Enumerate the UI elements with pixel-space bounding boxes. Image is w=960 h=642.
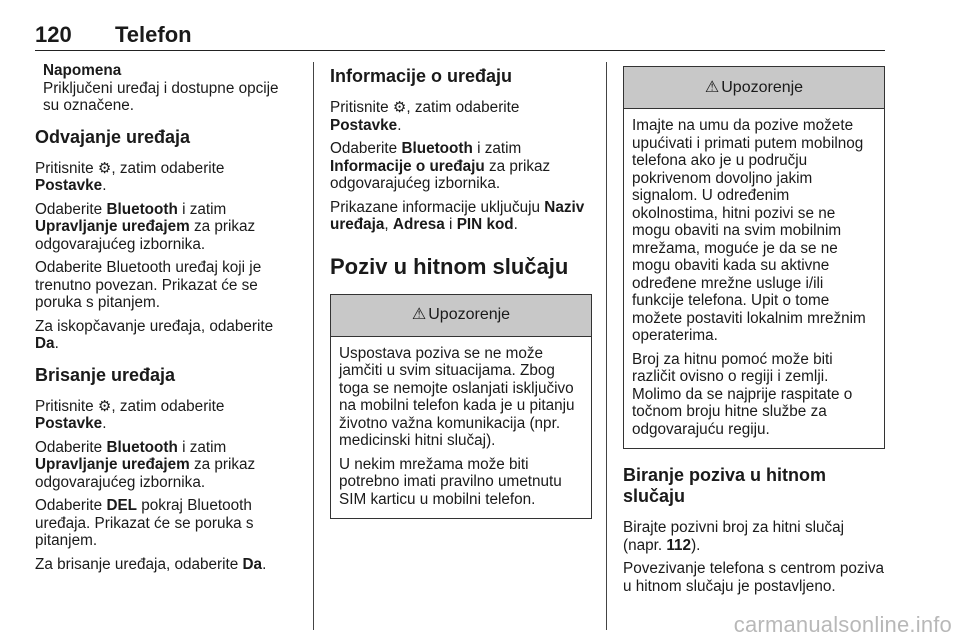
settings-gear-icon: ⚙ [392, 99, 407, 116]
column-divider [313, 62, 314, 630]
heading-emergency: Poziv u hitnom slučaju [330, 253, 569, 279]
menu-term: Adresa [392, 216, 445, 233]
paragraph: Povezivanje telefona s centrom poziva u hitnom slučaju je postavljeno. [623, 560, 885, 595]
note-title: Napomena [43, 62, 122, 79]
paragraph: Prikazane informacije uključuju Naziv uređaja, Adresa i PIN kod. [330, 198, 585, 233]
warning-body [624, 109, 884, 448]
warning-header [331, 295, 591, 337]
paragraph: Pritisnite ⚙, zatim odaberite Postavke. [35, 159, 225, 194]
column-divider [606, 62, 607, 630]
menu-term: Da [35, 335, 55, 352]
paragraph: Pritisnite ⚙, zatim odaberite Postavke. [35, 397, 225, 432]
heading-disconnect: Odvajanje uređaja [35, 126, 191, 147]
header-rule [35, 50, 885, 51]
menu-term: Postavke [35, 415, 103, 432]
paragraph: Za brisanje uređaja, odaberite Da. [35, 555, 267, 573]
menu-term: Bluetooth [401, 140, 473, 157]
menu-term: Informacije o uređaju [330, 157, 485, 175]
menu-term: Postavke [330, 116, 398, 134]
paragraph: Broj za hitnu pomoć može biti različit ovisno o regiji i zemlji. Molimo da se najprije raspitate o točnom broju hitne službe za odgovarajuću regiju. [632, 350, 853, 438]
paragraph: Uspostava poziva se ne može jamčiti u svim situacijama. Zbog toga se nemojte oslanjati isključivo na mobilni telefon kada je u pitanju životno važna komunikacija (npr. medicinski hitni slučaj). [339, 344, 575, 449]
warning-triangle-icon: ⚠ [704, 78, 720, 96]
warning-box [330, 294, 592, 520]
paragraph: Odaberite Bluetooth i zatim Upravljanje uređajem za prikaz odgovarajućeg izbornika. [35, 438, 256, 491]
warning-title: Upozorenje [428, 306, 511, 324]
column-1 [35, 62, 297, 579]
menu-term: PIN kod [456, 216, 514, 233]
warning-triangle-icon: ⚠ [411, 306, 427, 324]
settings-gear-icon: ⚙ [97, 397, 112, 415]
warning-title: Upozorenje [721, 78, 804, 96]
paragraph: Birajte pozivni broj za hitni slučaj (napr. 112). [623, 519, 845, 554]
warning-header [624, 67, 884, 109]
menu-term: Upravljanje uređajem [35, 218, 190, 235]
paragraph: Pritisnite ⚙, zatim odaberite Postavke. [330, 99, 520, 134]
warning-box [623, 66, 885, 449]
heading-info: Informacije o uređaju [330, 66, 513, 86]
settings-gear-icon: ⚙ [97, 159, 112, 177]
paragraph: Odaberite Bluetooth i zatim Informacije o uređaju za prikaz odgovarajućeg izbornika. [330, 140, 551, 192]
menu-term: Bluetooth [106, 438, 178, 456]
column-2 [330, 62, 592, 527]
menu-term: Upravljanje uređajem [35, 456, 190, 473]
heading-delete: Brisanje uređaja [35, 364, 176, 385]
paragraph: Imajte na umu da pozive možete upućivati i primati putem mobilnog telefona ako je u području pokrivenom dovoljno jakim signalom. U određenim okolnostima, hitni pozivi se ne mogu obaviti na svim mobilnim mrežama, moguće je da se ne mogu obaviti kada su aktivne određene mrežne usluge i/ili funkcije telefona. Upit o tome možete postaviti lokalnim mrežnim operaterima. [632, 117, 866, 344]
menu-term: Bluetooth [106, 200, 178, 218]
heading-dial: Biranje poziva u hitnom slučaju [623, 465, 827, 506]
section-title: Telefon [115, 22, 192, 47]
note-body: Priključeni uređaj i dostupne opcije su označene. [43, 79, 279, 114]
menu-term: DEL [106, 497, 138, 514]
page-header [35, 22, 885, 50]
page-number: 120 [35, 22, 72, 47]
watermark: carmanualsonline.info [733, 612, 952, 637]
paragraph: Za iskopčavanje uređaja, odaberite Da. [35, 317, 274, 352]
menu-term: Naziv uređaja [330, 198, 585, 233]
paragraph: Odaberite DEL pokraj Bluetooth uređaja. Prikazat će se poruka s pitanjem. [35, 497, 254, 549]
paragraph: Odaberite Bluetooth i zatim Upravljanje uređajem za prikaz odgovarajućeg izbornika. [35, 200, 256, 253]
menu-term: Postavke [35, 177, 103, 194]
column-3 [623, 62, 885, 601]
paragraph: U nekim mrežama može biti potrebno imati pravilno umetnutu SIM karticu u mobilni telefon. [339, 455, 562, 508]
emergency-number: 112 [666, 536, 692, 554]
menu-term: Da [242, 555, 263, 573]
paragraph: Odaberite Bluetooth uređaj koji je trenutno povezan. Prikazat će se poruka s pitanjem. [35, 259, 262, 311]
warning-body [331, 337, 591, 519]
